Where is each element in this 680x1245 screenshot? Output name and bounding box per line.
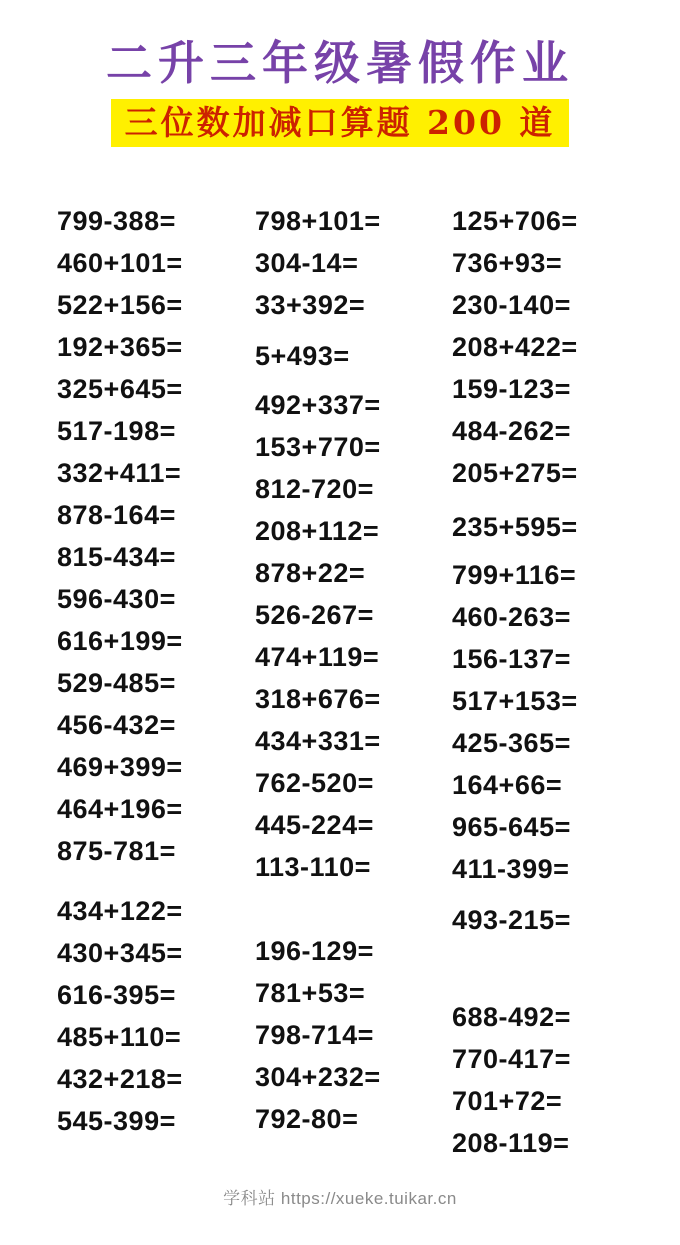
math-problem: 208+422= [452,332,578,363]
math-problem: 164+66= [452,770,563,801]
math-problem: 878+22= [255,558,366,589]
math-problem: 492+337= [255,390,381,421]
math-problem: 812-720= [255,474,374,505]
math-problem: 456-432= [57,710,176,741]
math-problem: 5+493= [255,341,350,372]
math-problem: 792-80= [255,1104,359,1135]
math-problem: 965-645= [452,812,571,843]
problems-column-3 [452,200,680,1164]
math-problem: 125+706= [452,206,578,237]
math-problem: 304+232= [255,1062,381,1093]
math-problem: 445-224= [255,810,374,841]
math-problem: 529-485= [57,668,176,699]
math-problem: 235+595= [452,512,578,543]
math-problem: 596-430= [57,584,176,615]
math-problem: 33+392= [255,290,366,321]
math-problem: 332+411= [57,458,182,489]
math-problem: 230-140= [452,290,571,321]
math-problem: 736+93= [452,248,563,279]
math-problem: 208+112= [255,516,380,547]
math-problem: 153+770= [255,432,381,463]
math-problem: 517-198= [57,416,176,447]
math-problem: 192+365= [57,332,183,363]
math-problem: 196-129= [255,936,374,967]
page-title: 二升三年级暑假作业 [106,36,574,90]
math-problem: 460+101= [57,248,183,279]
math-problem: 205+275= [452,458,578,489]
math-problem: 701+72= [452,1086,563,1117]
problems-column-2 [255,200,452,1140]
worksheet-subtitle: 三位数加减口算题 200 道 [111,99,570,147]
math-problem: 762-520= [255,768,374,799]
math-problem: 432+218= [57,1064,183,1095]
math-problem: 545-399= [57,1106,176,1137]
math-problem: 325+645= [57,374,183,405]
math-problem: 493-215= [452,905,571,936]
math-problem: 485+110= [57,1022,182,1053]
math-problem: 434+331= [255,726,381,757]
math-problem: 798-714= [255,1020,374,1051]
math-problem: 688-492= [452,1002,571,1033]
math-problem: 522+156= [57,290,183,321]
math-problem: 464+196= [57,794,183,825]
math-problem: 460-263= [452,602,571,633]
math-problem: 208-119= [452,1128,570,1159]
math-problem: 875-781= [57,836,176,867]
math-problem: 798+101= [255,206,381,237]
math-problem: 159-123= [452,374,571,405]
worksheet-header [0,36,680,147]
math-problem: 113-110= [255,852,371,883]
math-problem: 484-262= [452,416,571,447]
math-problem: 781+53= [255,978,366,1009]
math-problem: 156-137= [452,644,571,675]
math-problem: 517+153= [452,686,578,717]
math-problem: 318+676= [255,684,381,715]
math-problem: 425-365= [452,728,571,759]
math-problem: 304-14= [255,248,359,279]
math-problem: 434+122= [57,896,183,927]
math-problem: 616+199= [57,626,183,657]
math-problem: 799+116= [452,560,577,591]
site-credit: 学科站 https://xueke.tuikar.cn [223,1189,457,1208]
math-problem: 474+119= [255,642,380,673]
math-problem: 770-417= [452,1044,571,1075]
problems-column-1 [57,200,255,1142]
math-problem: 411-399= [452,854,570,885]
problems-grid [0,200,680,1164]
math-problem: 526-267= [255,600,374,631]
math-problem: 799-388= [57,206,176,237]
math-problem: 616-395= [57,980,176,1011]
math-problem: 815-434= [57,542,176,573]
math-problem: 469+399= [57,752,183,783]
math-problem: 430+345= [57,938,183,969]
math-problem: 878-164= [57,500,176,531]
